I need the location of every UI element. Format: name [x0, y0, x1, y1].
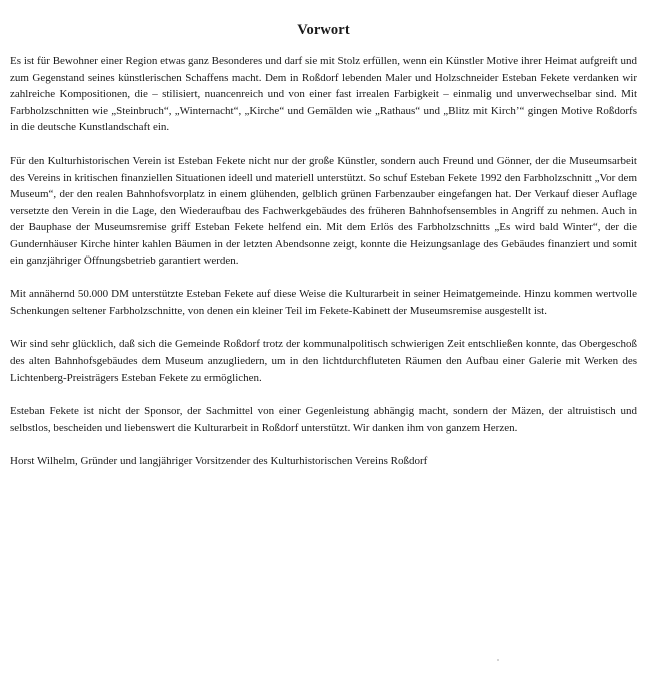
paragraph-2: Für den Kulturhistorischen Verein ist Esteban Fekete nicht nur der große Künstler, sondern auch Freund und Gönner, der die Museumsarbeit des Vereins in kritischen finanziellen Situationen ideell und materiell unterstützt. So schuf Esteban Fekete 1992 den Farbholzschnitt „Vor dem Museum“, der den realen Bahnhofsvorplatz in einem glühenden, gelblich grünen Farbenzauber eingefangen hat. Der Verkauf dieser Auflage versetzte den Verein in die Lage, den Wiederaufbau des Fachwerkgebäudes des früheren Bahnhofsensembles in Angriff zu nehmen. Auch in der Bauphase der Museumsremise griff Esteban Fekete helfend ein. Mit dem Erlös des Farbholzschnitts „Es wird bald Winter“, der die Gundernhäuser Kirche hinter kahlen Bäumen in der letzten Abendsonne zeigt, konnte die Heizungsanlage des Gebäudes finanziert und somit ein ganzjähriger Öffnungsbetrieb garantiert werden.: [10, 154, 637, 267]
page-title: Vorwort: [297, 22, 350, 38]
paragraph-3: Mit annähernd 50.000 DM unterstützte Esteban Fekete auf diese Weise die Kulturarbeit in seiner Heimatgemeinde. Hinzu kommen wertvolle Schenkungen seltener Farbholzschnitte, von denen ein kleiner Teil im Fekete-Kabinett der Museumsremise ausgestellt ist.: [10, 288, 637, 317]
paragraph-4: Wir sind sehr glücklich, daß sich die Gemeinde Roßdorf trotz der kommunalpolitisch schwierigen Zeit entschließen konnte, das Obergeschoß des alten Bahnhofsgebäudes dem Museum anzugliedern, um in den lichtdurchfluteten Räumen den Aufbau einer Galerie mit Werken des Lichtenberg-Preisträgers Esteban Fekete zu ermöglichen.: [10, 338, 637, 384]
signature-line: Horst Wilhelm, Gründer und langjähriger Vorsitzender des Kulturhistorischen Vereins Roßdorf: [10, 455, 428, 468]
scan-speck: [497, 659, 499, 661]
paragraph-5: Esteban Fekete ist nicht der Sponsor, der Sachmittel von einer Gegenleistung abhängig macht, sondern der Mäzen, der altruistisch und selbstlos, bescheiden und liebenswert die Kulturarbeit in Roßdorf unterstützt. Wir danken ihm von ganzem Herzen.: [10, 405, 637, 434]
foreword-page: [10, 22, 637, 470]
paragraph-1: Es ist für Bewohner einer Region etwas ganz Besonderes und darf sie mit Stolz erfüllen, wenn ein Künstler Motive ihrer Heimat aufgreift und zum Gegenstand seines künstlerischen Schaffens macht. Dem in Roßdorf lebenden Maler und Holzschneider Esteban Fekete verdanken wir zahlreiche Kompositionen, die – stilisiert, nuancenreich und von einer fast irrealen Farbigkeit – einmalig und unverwechselbar sind. Mit Farbholzschnitten wie „Steinbruch“, „Winternacht“, „Kirche“ und Gemälden wie „Rathaus“ und „Blitz mit Kirch’“ gingen Motive Roßdorfs in die deutsche Kunstlandschaft ein.: [10, 55, 637, 134]
